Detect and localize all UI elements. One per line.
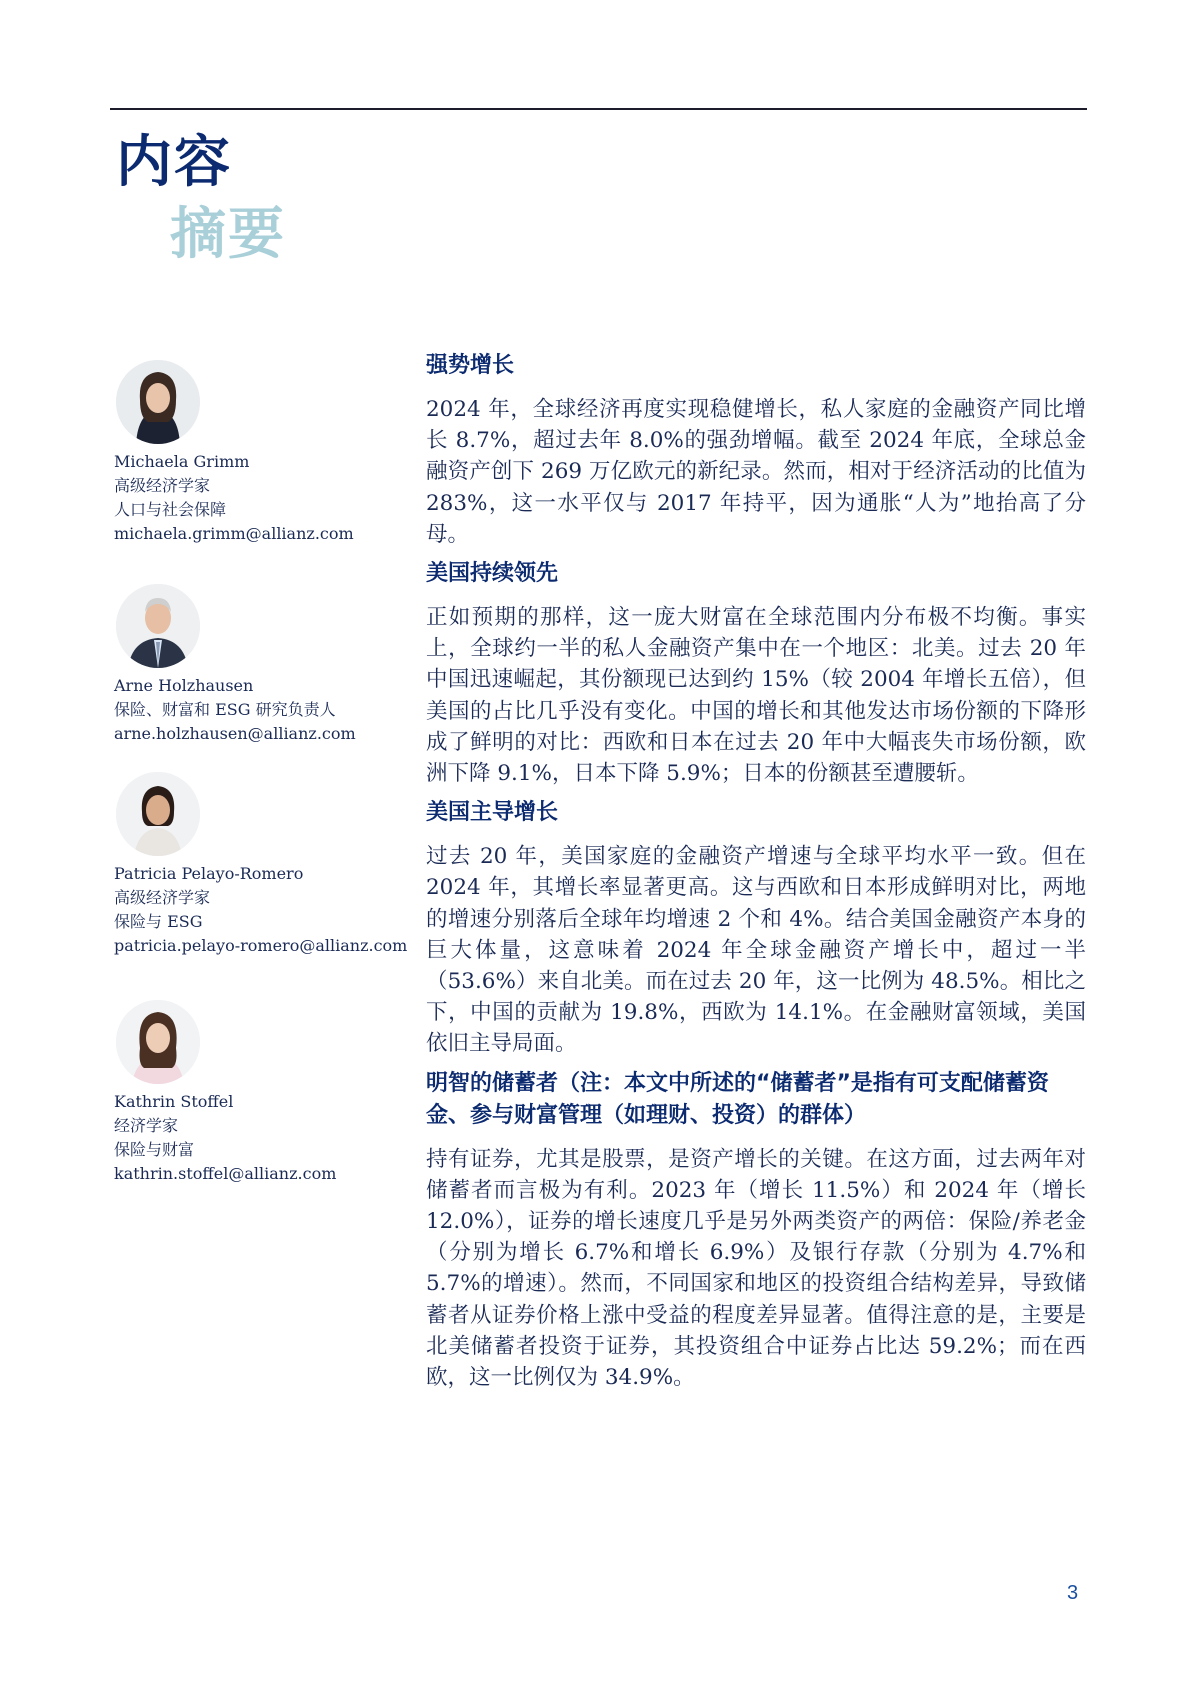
author-email[interactable]: arne.holzhausen@allianz.com (114, 724, 356, 743)
section-heading: 美国主导增长 (426, 800, 559, 826)
section-heading: 明智的储蓄者（注：本文中所述的“储蓄者”是指有可支配储蓄资金、参与财富管理（如理财、投资）的群体） (426, 1070, 1049, 1128)
section-body: 持有证券，尤其是股票，是资产增长的关键。在这方面，过去两年对储蓄者而言极为有利。2023 年（增长 11.5%）和 2024 年（增长 12.0%），证券的增长速度几乎是另外两类资产的两倍：保险/养老金（分别为增长 6.7%和增长 6.9%）及银行存款（分别为 4.7%和 5.7%的增速）。然而，不同国家和地区的投资组合结构差异，导致储蓄者从证券价格上涨中受益的程度差异显著。值得注意的是，主要是北美储蓄者投资于证券，其投资组合中证券占比达 59.2%；而在西欧，这一比例仅为 34.9%。 (426, 1146, 1086, 1391)
author-card (114, 772, 408, 958)
page-title: 内容 (116, 130, 232, 195)
author-name: Kathrin Stoffel (114, 1092, 234, 1111)
author-photo (116, 772, 200, 856)
author-photo (116, 1000, 200, 1084)
section-body: 正如预期的那样，这一庞大财富在全球范围内分布极不均衡。事实上，全球约一半的私人金融资产集中在一个地区：北美。过去 20 年中国迅速崛起，其份额现已达到约 15%（较 2004 年增长五倍），但美国的占比几乎没有变化。中国的增长和其他发达市场份额的下降形成了鲜明的对比：西欧和日本在过去 20 年中大幅丧失市场份额，欧洲下降 9.1%，日本下降 5.9%；日本的份额甚至遭腰斩。 (426, 605, 1086, 787)
author-email[interactable]: patricia.pelayo-romero@allianz.com (114, 936, 408, 955)
author-name: Arne Holzhausen (114, 676, 254, 695)
top-rule (110, 108, 1087, 110)
section-body: 过去 20 年，美国家庭的金融资产增速与全球平均水平一致。但在 2024 年，其增长率显著更高。这与西欧和日本形成鲜明对比，两地的增速分别落后全球年均增速 2 个和 4%。结合美国金融资产本身的巨大体量，这意味着 2024 年全球金融资产增长中，超过一半（53.6%）来自北美。而在过去 20 年，这一比例为 48.5%。相比之下，中国的贡献为 19.8%，西欧为 14.1%。在金融财富领域，美国依旧主导局面。 (426, 844, 1086, 1057)
page-subtitle: 摘要 (170, 202, 286, 267)
author-title: 经济学家 (114, 1116, 179, 1135)
author-title: 高级经济学家 (114, 476, 211, 495)
author-photo (116, 584, 200, 668)
section-heading: 美国持续领先 (426, 561, 559, 587)
author-card (114, 360, 404, 546)
section-body: 2024 年，全球经济再度实现稳健增长，私人家庭的金融资产同比增长 8.7%，超过去年 8.0%的强劲增幅。截至 2024 年底，全球总金融资产创下 269 万亿欧元的新纪录。然而，相对于经济活动的比值为 283%，这一水平仅与 2017 年持平，因为通胀“人为”地抬高了分母。 (426, 397, 1086, 547)
author-photo (116, 360, 200, 444)
author-title: 保险、财富和 ESG 研究负责人 (114, 700, 336, 719)
author-card (114, 584, 404, 746)
page-number: 3 (1067, 1582, 1079, 1604)
author-department: 保险与 ESG (114, 912, 203, 931)
author-department: 保险与财富 (114, 1140, 195, 1159)
author-email[interactable]: kathrin.stoffel@allianz.com (114, 1164, 337, 1183)
author-title: 高级经济学家 (114, 888, 211, 907)
author-card (114, 1000, 404, 1186)
section-heading: 强势增长 (426, 353, 515, 378)
summary-content (426, 350, 1086, 1401)
author-department: 人口与社会保障 (114, 500, 227, 519)
author-name: Patricia Pelayo-Romero (114, 864, 304, 883)
author-name: Michaela Grimm (114, 452, 250, 471)
author-email[interactable]: michaela.grimm@allianz.com (114, 524, 354, 543)
